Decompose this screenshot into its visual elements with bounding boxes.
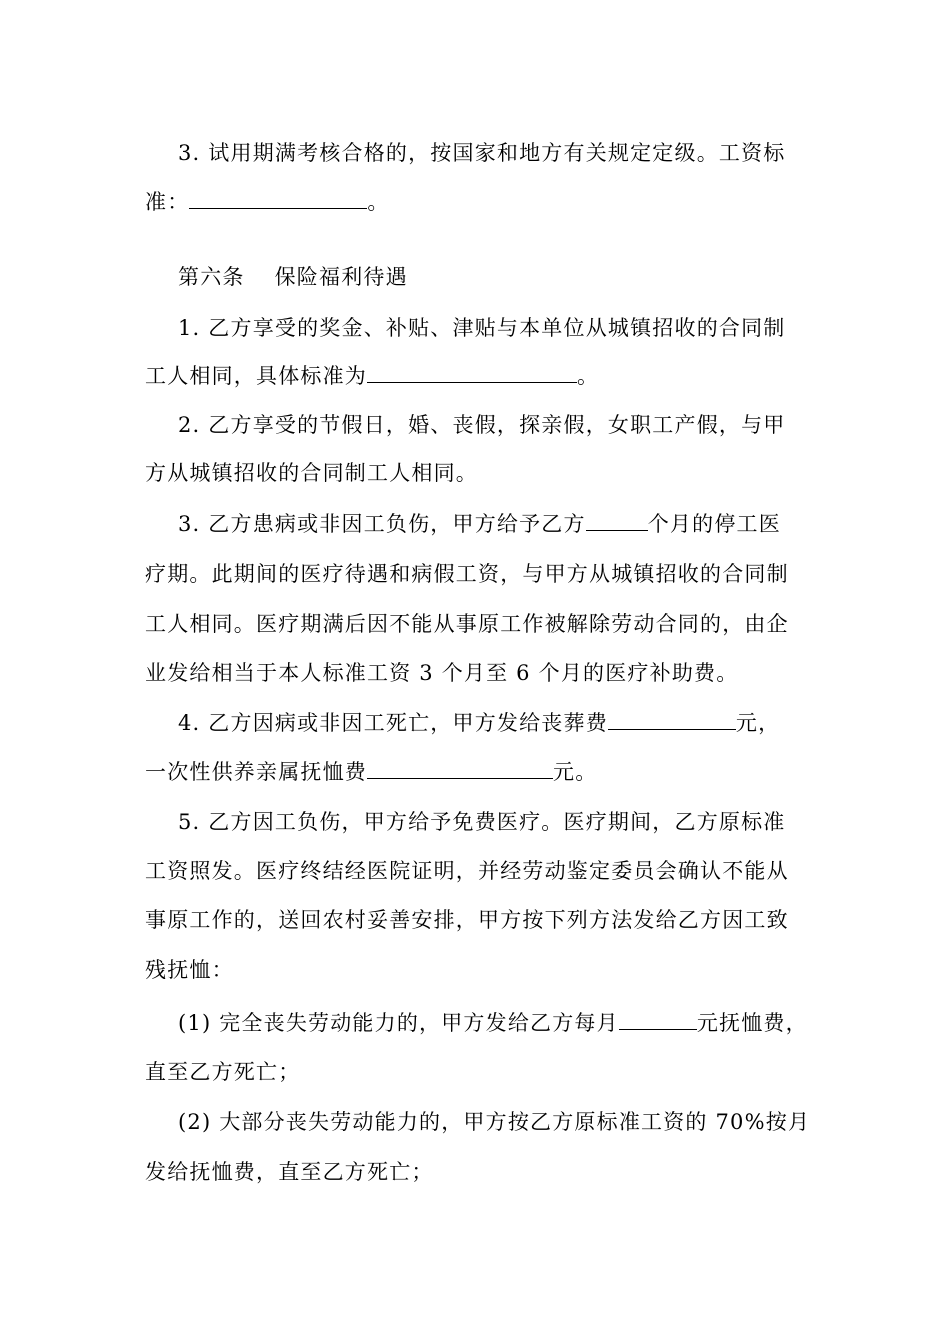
a6-1-text: 1. 乙方享受的奖金、补贴、津贴与本单位从城镇招收的合同制 — [178, 316, 786, 340]
a6-1-line1 — [0, 313, 950, 343]
a6-5-line3 — [0, 905, 950, 935]
a6-4-suffix2: 元。 — [553, 760, 598, 784]
funeral-fee-blank[interactable] — [608, 708, 736, 730]
item3-suffix: 。 — [367, 190, 390, 214]
a6-3-line2 — [0, 559, 950, 589]
a6-4-suffix: 元， — [735, 711, 781, 735]
a6-4-prefix: 4. 乙方因病或非因工死亡，甲方发给丧葬费 — [178, 711, 608, 735]
a6-2-text2: 方从城镇招收的合同制工人相同。 — [145, 461, 478, 485]
sub2-line1 — [0, 1107, 950, 1137]
a6-5-text4: 残抚恤： — [145, 958, 234, 982]
a6-4-prefix2: 一次性供养亲属抚恤费 — [145, 760, 367, 784]
sub1-line1 — [0, 1008, 950, 1038]
a6-3-prefix: 3. 乙方患病或非因工负伤，甲方给予乙方 — [178, 512, 586, 536]
article6-heading: 保险福利待遇 — [274, 265, 408, 289]
a6-5-text2: 工资照发。医疗终结经医院证明，并经劳动鉴定委员会确认不能从 — [145, 859, 789, 883]
a6-4-line1 — [0, 708, 950, 738]
article6-title — [0, 262, 950, 292]
monthly-pension-blank[interactable] — [619, 1008, 697, 1030]
article6-number: 第六条 — [178, 265, 245, 289]
sub2-text2: 发给抚恤费，直至乙方死亡； — [145, 1160, 434, 1184]
a6-5-text1: 5. 乙方因工负伤，甲方给予免费医疗。医疗期间，乙方原标准 — [178, 810, 786, 834]
a6-2-line2 — [0, 458, 950, 488]
a6-4-line2 — [0, 757, 950, 787]
a6-1-prefix: 工人相同，具体标准为 — [145, 364, 367, 388]
a6-3-line1 — [0, 509, 950, 539]
a6-2-line1 — [0, 410, 950, 440]
item3-text: 3. 试用期满考核合格的，按国家和地方有关规定定级。工资标 — [178, 141, 786, 165]
a6-2-text: 2. 乙方享受的节假日，婚、丧假，探亲假，女职工产假，与甲 — [178, 413, 786, 437]
sick-leave-months-blank[interactable] — [586, 509, 648, 531]
salary-standard-blank[interactable] — [189, 187, 367, 209]
dependent-pension-blank[interactable] — [367, 757, 553, 779]
sub1-text2: 直至乙方死亡； — [145, 1060, 301, 1084]
sub1-prefix: (1) 完全丧失劳动能力的，甲方发给乙方每月 — [178, 1011, 619, 1035]
a6-5-line2 — [0, 856, 950, 886]
sub1-line2 — [0, 1057, 950, 1087]
a6-3-line3 — [0, 609, 950, 639]
a6-5-line4 — [0, 955, 950, 985]
a6-3-suffix: 个月的停工医 — [647, 512, 781, 536]
a6-3-text2: 疗期。此期间的医疗待遇和病假工资，与甲方从城镇招收的合同制 — [145, 562, 789, 586]
a6-3-text4: 业发给相当于本人标准工资 3 个月至 6 个月的医疗补助费。 — [145, 661, 739, 685]
bonus-standard-blank[interactable] — [367, 361, 577, 383]
sub1-suffix: 元抚恤费， — [696, 1011, 808, 1035]
item3-prefix: 准： — [145, 190, 190, 214]
sub2-line2 — [0, 1157, 950, 1187]
a6-5-line1 — [0, 807, 950, 837]
a6-1-suffix: 。 — [577, 364, 600, 388]
a6-3-text3: 工人相同。医疗期满后因不能从事原工作被解除劳动合同的，由企 — [145, 612, 789, 636]
a6-5-text3: 事原工作的，送回农村妥善安排，甲方按下列方法发给乙方因工致 — [145, 908, 789, 932]
a6-3-line4 — [0, 658, 950, 688]
item3-line2 — [0, 187, 950, 217]
a6-1-line2 — [0, 361, 950, 391]
sub2-text1: (2) 大部分丧失劳动能力的，甲方按乙方原标准工资的 70%按月 — [178, 1110, 811, 1134]
item3-line1 — [0, 138, 950, 168]
